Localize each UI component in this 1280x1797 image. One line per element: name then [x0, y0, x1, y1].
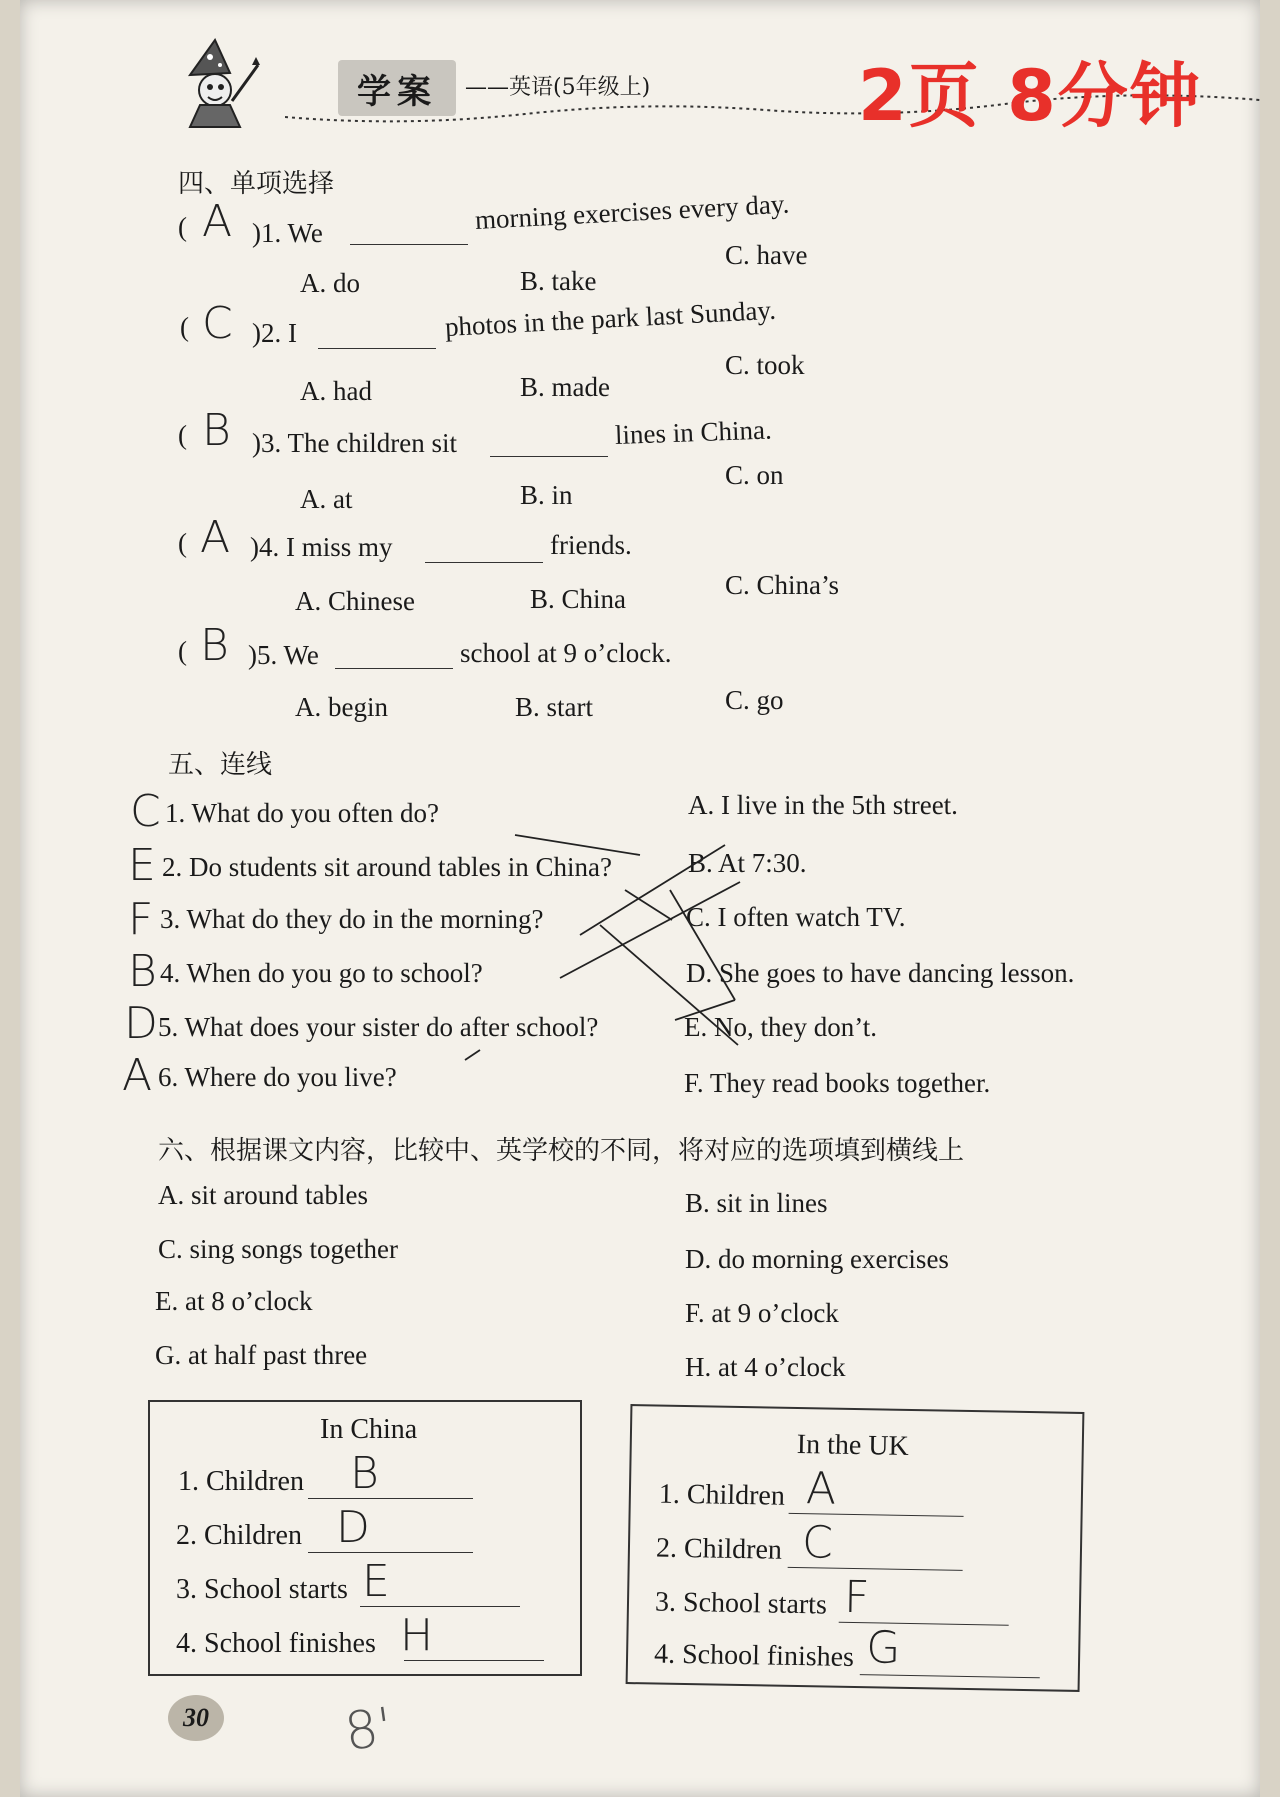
section-4-title: 四、单项选择 — [178, 169, 335, 199]
answer-mark: B — [200, 620, 229, 671]
uk-row-3: 3. School starts — [654, 1586, 828, 1621]
header-tag: 学案 — [338, 60, 456, 116]
handwritten-answer: C — [801, 1517, 834, 1569]
option-item: A. sit around tables — [158, 1180, 368, 1210]
uk-box — [626, 1404, 1085, 1692]
header-subtitle: ——英语(5年级上) — [465, 75, 651, 100]
answer-mark: A — [202, 196, 233, 247]
handwritten-answer: B — [350, 1448, 379, 1499]
handwritten-answer: E — [362, 1556, 390, 1607]
option-item: C. sing songs together — [158, 1234, 398, 1264]
handwritten-answer: A — [805, 1463, 837, 1515]
match-mark: C — [130, 786, 161, 837]
option-item: G. at half past three — [155, 1340, 368, 1370]
china-row-3: 3. School starts — [176, 1574, 348, 1605]
option-item: E. at 8 o’clock — [155, 1286, 313, 1316]
match-mark: D — [124, 998, 158, 1049]
uk-row-1: 1. Children — [658, 1478, 786, 1512]
uk-row-2: 2. Children — [655, 1532, 783, 1566]
matching-lines — [20, 0, 1260, 1200]
section-6-title: 六、根据课文内容，比较中、英学校的不同，将对应的选项填到横线上 — [158, 1136, 965, 1166]
match-answer: C. I often watch TV. — [686, 902, 906, 932]
option-item: F. at 9 o’clock — [685, 1298, 839, 1328]
china-row-1: 1. Children — [178, 1466, 304, 1497]
uk-row-4: 4. School finishes — [653, 1638, 855, 1673]
handwritten-answer: D — [336, 1502, 370, 1553]
china-box — [148, 1400, 582, 1676]
match-question: 5. What does your sister do after school? — [158, 1012, 599, 1042]
match-question: 2. Do students sit around tables in China? — [162, 852, 612, 882]
fill-blank — [308, 1494, 473, 1499]
option-item: B. sit in lines — [685, 1188, 828, 1218]
handwritten-answer: G — [865, 1622, 901, 1674]
china-row-2: 2. Children — [176, 1520, 302, 1551]
section-5-title: 五、连线 — [168, 750, 273, 780]
fill-blank — [308, 1548, 473, 1553]
match-answer: E. No, they don’t. — [684, 1012, 877, 1042]
answer-mark: A — [200, 512, 231, 563]
handwritten-answer: H — [400, 1610, 434, 1661]
match-mark: F — [128, 894, 154, 945]
china-box-title: In China — [320, 1414, 418, 1445]
match-answer: A. I live in the 5th street. — [688, 790, 958, 820]
match-mark: A — [122, 1050, 153, 1101]
workbook-page: 学案 ——英语(5年级上) 2页 8分钟 四、单项选择 ( A )1. We morning exercises every day. A. do B. take C. have ( C )2. I photos in the park last Sunday. A. had B. made C. took ( B )3. The children sit lines in China. A. at B. in C. on ( A )4. I miss my friends. A. Chinese B. China C. China’s ( B )5. We school at 9 o’clock. A. begin B. start C. go 五、连线 C 1. What do you often do? E 2. Do students sit around tables in China? F 3. What do they do in the morning? B 4. When do you go to school? D 5. What does your sister do after school? A 6. Where do you live? A. I live in the 5th street. B. At 7:30. C. I often watch TV. D. She goes to have dancing lesson. E. No, they don’t. F. They read books together. 六、根据课文内容，比较中、英学校的不同，将对应的选项填到横线上 A. sit around tables B. sit in lines C. sing songs together D. do morning exercises E. at 8 o’clock F. at 9 o’clock G. at half past three H. at 4 o’clock In China 1. Children B 2. Children D 3. School starts E 4. School finishes H In the UK 1. Children A 2. Children C 3. School starts F 4. School finishes G 30 8' — [20, 0, 1260, 1797]
answer-mark: C — [202, 298, 233, 349]
handwritten-score: 8' — [341, 1696, 397, 1764]
match-answer: B. At 7:30. — [688, 848, 807, 878]
match-question: 6. Where do you live? — [158, 1062, 397, 1092]
uk-box-title: In the UK — [796, 1428, 910, 1462]
match-mark: B — [128, 946, 157, 997]
option-item: H. at 4 o’clock — [685, 1352, 846, 1382]
page-number: 30 — [168, 1695, 224, 1741]
handwritten-answer: F — [843, 1571, 870, 1624]
match-question: 3. What do they do in the morning? — [160, 904, 544, 934]
answer-mark: B — [202, 405, 231, 456]
china-row-4: 4. School finishes — [176, 1628, 376, 1659]
option-item: D. do morning exercises — [685, 1244, 949, 1274]
match-question: 1. What do you often do? — [165, 798, 439, 828]
match-mark: E — [128, 840, 156, 891]
match-answer: F. They read books together. — [684, 1068, 991, 1098]
match-answer: D. She goes to have dancing lesson. — [686, 958, 1075, 988]
match-question: 4. When do you go to school? — [160, 958, 483, 988]
time-badge: 2页 8分钟 — [858, 55, 1202, 137]
